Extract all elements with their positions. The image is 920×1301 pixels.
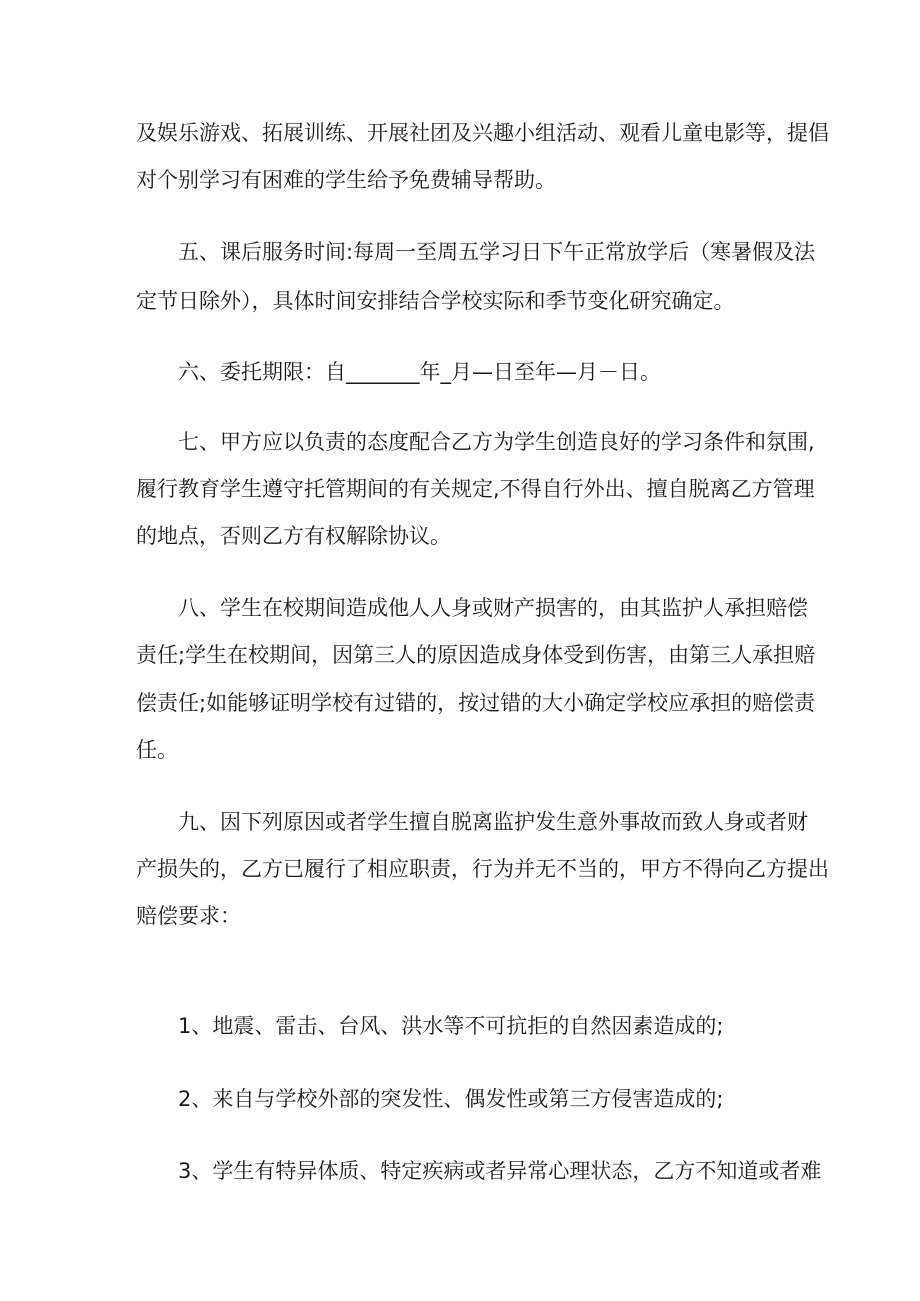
paragraph-five-line: 五、课后服务时间:每周一至周五学习日下午正常放学后（寒暑假及法 bbox=[178, 240, 816, 264]
paragraph-six-line: 六、委托期限：自_______年_月—日至年—月－日。 bbox=[178, 360, 661, 384]
text-line: 偿责任;如能够证明学校有过错的，按过错的大小确定学校应承担的赔偿责 bbox=[136, 691, 816, 715]
list-item: 2、来自与学校外部的突发性、偶发性或第三方侵害造成的; bbox=[178, 1087, 724, 1111]
paragraph-nine-line: 九、因下列原因或者学生擅自脱离监护发生意外事故而致人身或者财 bbox=[178, 810, 808, 834]
text-line: 任。 bbox=[136, 738, 178, 762]
list-item: 1、地震、雷击、台风、洪水等不可抗拒的自然因素造成的; bbox=[178, 1014, 724, 1038]
text-line: 定节日除外），具体时间安排结合学校实际和季节变化研究确定。 bbox=[136, 289, 735, 313]
text-line: 的地点，否则乙方有权解除协议。 bbox=[136, 524, 451, 548]
text-line: 赔偿要求： bbox=[136, 904, 241, 928]
text-line: 对个别学习有困难的学生给予免费辅导帮助。 bbox=[136, 168, 556, 192]
paragraph-eight-line: 八、学生在校期间造成他人人身或财产损害的，由其监护人承担赔偿 bbox=[178, 596, 808, 620]
text-line: 责任;学生在校期间，因第三人的原因造成身体受到伤害，由第三人承担赔 bbox=[136, 643, 816, 667]
text-line: 及娱乐游戏、拓展训练、开展社团及兴趣小组活动、观看儿童电影等，提倡 bbox=[136, 121, 829, 145]
list-item: 3、学生有特异体质、特定疾病或者异常心理状态，乙方不知道或者难 bbox=[178, 1159, 822, 1183]
text-line: 履行教育学生遵守托管期间的有关规定,不得自行外出、擅自脱离乙方管理 bbox=[136, 477, 815, 501]
text-line: 产损失的，乙方已履行了相应职责，行为并无不当的，甲方不得向乙方提出 bbox=[136, 857, 829, 881]
paragraph-seven-line: 七、甲方应以负责的态度配合乙方为学生创造良好的学习条件和氛围, bbox=[178, 430, 815, 454]
